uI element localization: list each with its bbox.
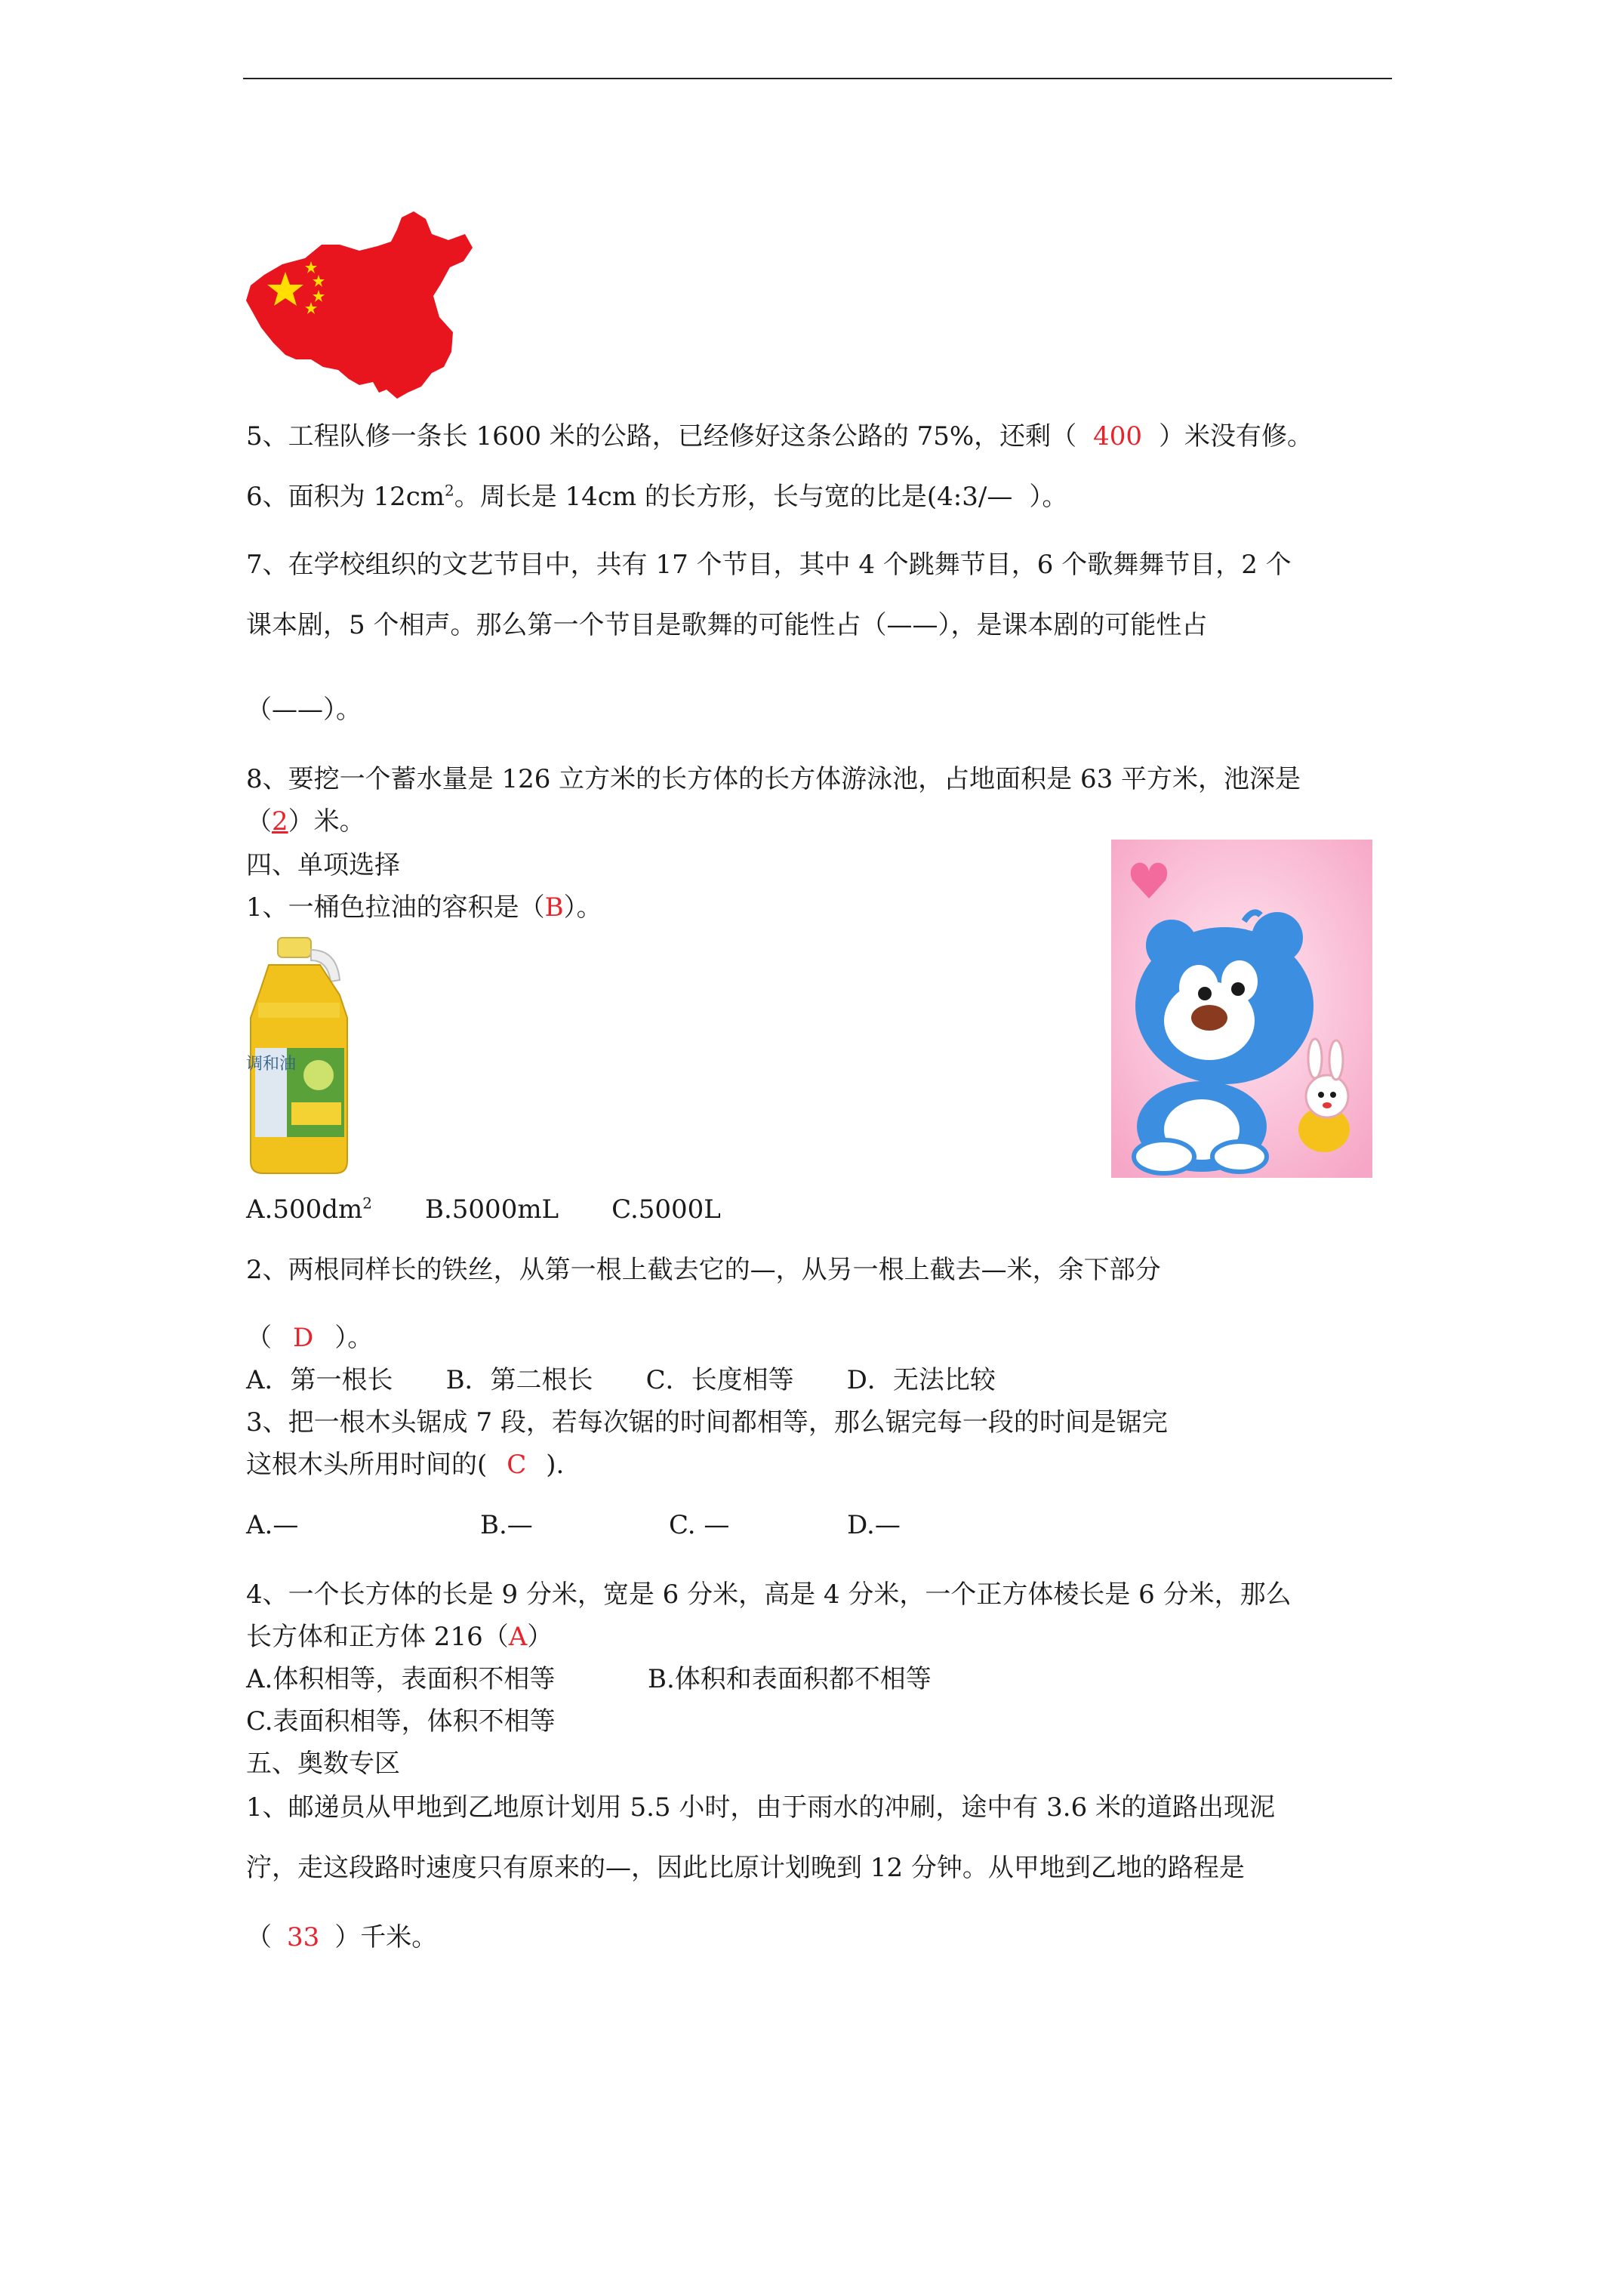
s5-q1-line2: 泞，走这段路时速度只有原来的—，因此比原计划晚到 12 分钟。从甲地到乙地的路程是 xyxy=(246,1853,1245,1883)
q5-line xyxy=(246,420,1313,453)
s4-q4-option-c: C.表面积相等，体积不相等 xyxy=(246,1706,556,1737)
q8-text-end: ）米。 xyxy=(288,806,365,837)
s4-q2-options xyxy=(246,1364,996,1397)
s4-q4-option-b: B.体积和表面积都不相等 xyxy=(648,1664,932,1694)
q6-line xyxy=(246,480,1067,513)
section5-title: 五、奥数专区 xyxy=(246,1749,400,1779)
q5-answer: 400 xyxy=(1093,421,1143,451)
s4-q1-line xyxy=(246,891,602,924)
s4-q4-answer: A xyxy=(508,1622,528,1652)
s4-q1-text-end: ）。 xyxy=(563,892,602,923)
q7-line2: 课本剧，5 个相声。那么第一个节目是歌舞的可能性占（——），是课本剧的可能性占 xyxy=(246,610,1208,640)
s5-q1-line1: 1、邮递员从甲地到乙地原计划用 5.5 小时，由于雨水的冲刷，途中有 3.6 米的道路出现泥 xyxy=(246,1792,1276,1823)
s4-q3-option-a: A.— xyxy=(246,1510,299,1540)
s4-q3-line2 xyxy=(246,1448,564,1481)
s4-q3-option-c: C. — xyxy=(669,1510,730,1540)
q5-text: 5、工程队修一条长 1600 米的公路，已经修好这条公路的 75%，还剩（ xyxy=(246,421,1077,451)
s5-q1-text-end: ）千米。 xyxy=(334,1922,438,1952)
bottle-label: 调和油 xyxy=(246,1055,297,1074)
header-rule xyxy=(243,78,1392,79)
s4-q1-answer: B xyxy=(544,892,564,923)
q7-line1: 7、在学校组织的文艺节目中，共有 17 个节目，其中 4 个跳舞节目，6 个歌舞舞节目，2 个 xyxy=(246,550,1292,580)
s4-q1-text: 1、一桶色拉油的容积是（ xyxy=(246,892,545,923)
q5-text-end: ）米没有修。 xyxy=(1159,421,1313,451)
s4-q4-options-ab xyxy=(246,1663,932,1696)
s4-q4-line1: 4、一个长方体的长是 9 分米，宽是 6 分米，高是 4 分米，一个正方体棱长是 6 分米，那么 xyxy=(246,1579,1292,1610)
s4-q4-line2 xyxy=(246,1620,553,1653)
cartoon-bear-image xyxy=(1111,840,1372,1178)
s4-q3-answer: C xyxy=(507,1450,527,1480)
s4-q2-option-b: B．第二根长 xyxy=(445,1365,593,1395)
q6-superscript: 2 xyxy=(445,481,454,500)
q8-answer: 2 xyxy=(272,806,288,837)
q8-line2 xyxy=(246,805,365,838)
s5-q1-text: （ xyxy=(246,1922,272,1952)
s4-q1-option-b: B.5000mL xyxy=(425,1194,559,1225)
s4-q4-option-a: A.体积相等，表面积不相等 xyxy=(246,1664,556,1694)
q7-line3: （——）。 xyxy=(246,695,362,725)
q6-text: 6、面积为 12cm xyxy=(246,482,445,512)
s4-q2-answer: D xyxy=(293,1323,314,1353)
s4-q3-line1: 3、把一根木头锯成 7 段，若每次锯的时间都相等，那么锯完每一段的时间是锯完 xyxy=(246,1407,1168,1438)
china-map-shape xyxy=(246,211,473,399)
q6-text-end: ）。 xyxy=(1029,482,1068,512)
s4-q2-option-a: A．第一根长 xyxy=(246,1365,393,1395)
s4-q2-line2 xyxy=(246,1321,373,1354)
s4-q2-line1: 2、两根同样长的铁丝，从第一根上截去它的—，从另一根上截去—米，余下部分 xyxy=(246,1255,1161,1285)
section4-title: 四、单项选择 xyxy=(246,850,400,880)
s4-q3-text: 这根木头所用时间的( xyxy=(246,1450,488,1480)
s4-q3-options xyxy=(246,1509,901,1542)
s4-q2-option-d: D．无法比较 xyxy=(846,1365,996,1395)
s4-q4-text: 长方体和正方体 216（ xyxy=(246,1622,509,1652)
q8-line1: 8、要挖一个蓄水量是 126 立方米的长方体的长方体游泳池，占地面积是 63 平方米，池深是 xyxy=(246,764,1301,794)
s4-q1-option-c: C.5000L xyxy=(611,1194,721,1225)
china-map-image xyxy=(246,211,473,400)
q8-text: （ xyxy=(246,806,272,837)
s4-q4-text-end: ） xyxy=(527,1622,553,1652)
q6-text-mid: 。周长是 14cm 的长方形，长与宽的比是(4:3/— xyxy=(454,482,1013,512)
oil-bottle-image xyxy=(246,935,367,1176)
s4-q2-text: （ xyxy=(246,1323,272,1353)
s4-q2-text-end: ）。 xyxy=(334,1323,374,1353)
s5-q1-line3 xyxy=(246,1921,437,1954)
s4-q3-text-end: ). xyxy=(546,1450,565,1480)
s4-q3-option-d: D.— xyxy=(847,1510,901,1540)
s4-q3-option-b: B.— xyxy=(480,1510,533,1540)
s4-q1-option-a: $A.500dm^2$ xyxy=(246,1194,372,1225)
s4-q2-option-c: C．长度相等 xyxy=(645,1365,794,1395)
s5-q1-answer: 33 xyxy=(287,1922,320,1952)
s4-q1-options xyxy=(246,1193,721,1226)
